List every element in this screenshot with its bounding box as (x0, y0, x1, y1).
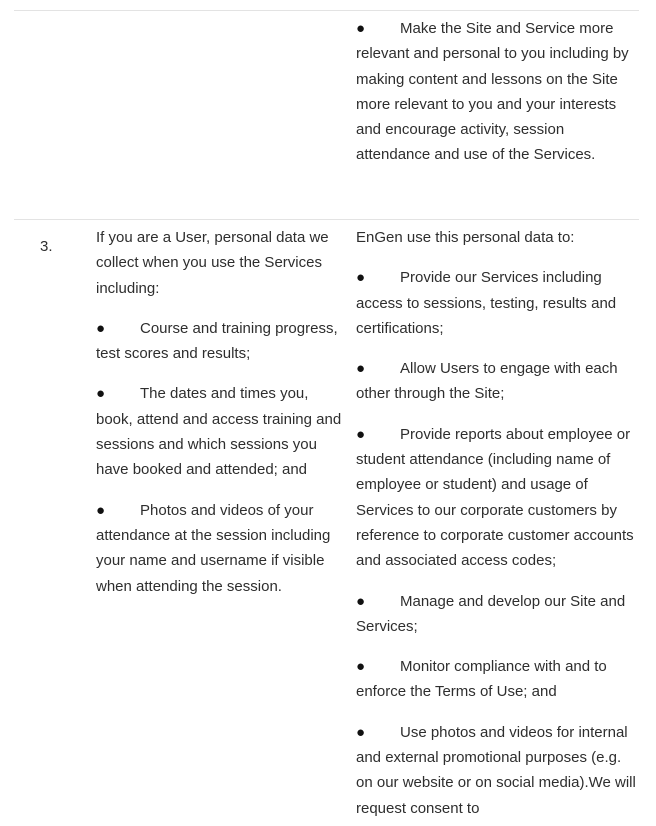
list-item (96, 381, 342, 482)
top-row-purpose-cell (356, 16, 641, 183)
bullet-icon: ● (356, 723, 366, 741)
list-item (356, 720, 641, 821)
bullet-icon: ● (96, 319, 106, 337)
bullet-icon: ● (356, 658, 366, 676)
list-item-text: Use photos and videos for internal and external promotional purposes (e.g. on our website or on social media).We will request consent to (356, 723, 636, 817)
list-item (356, 422, 641, 574)
bullet-icon: ● (96, 501, 106, 519)
list-item (356, 654, 641, 705)
row-divider (14, 219, 639, 220)
list-item (356, 589, 641, 640)
list-item-text: The dates and times you, book, attend and access training and sessions and which sessions you have booked and attended; and (96, 385, 342, 479)
list-item-text: Photos and videos of your attendance at the session including your name and username if visible when attending the session. (96, 501, 331, 595)
bullet-icon: ● (96, 385, 106, 403)
list-item (356, 265, 641, 341)
bullet-icon: ● (356, 425, 366, 443)
list-item-text: Provide reports about employee or student attendance (including name of employee or student) and usage of Services to our corporate customers by reference to corporate customer accounts and associated access codes; (356, 425, 634, 570)
data-use-cell (356, 225, 641, 826)
list-item (96, 316, 342, 367)
top-divider (14, 10, 639, 11)
data-use-intro: EnGen use this personal data to: (356, 229, 575, 246)
bullet-icon: ● (356, 592, 366, 610)
list-item-text: Monitor compliance with and to enforce the Terms of Use; and (356, 658, 607, 701)
list-item-text: Allow Users to engage with each other through the Site; (356, 360, 618, 403)
row-number: 3. (40, 238, 53, 255)
list-item-text: Course and training progress, test scores and results; (96, 319, 338, 363)
bullet-icon: ● (356, 360, 366, 378)
list-item-text: Provide our Services including access to sessions, testing, results and certifications; (356, 269, 617, 337)
list-item (356, 16, 641, 168)
list-item-text: Manage and develop our Site and Services; (356, 592, 626, 635)
bullet-icon: ● (356, 20, 366, 37)
data-collected-cell (96, 225, 342, 614)
list-item (96, 498, 342, 599)
list-item-text: Make the Site and Service more relevant and personal to you including by making content and lessons on the Site more relevant to you and your interests and encourage activity, session attendance and use of the Services. (356, 20, 629, 164)
list-item (356, 356, 641, 407)
bullet-icon: ● (356, 269, 366, 287)
data-collected-intro: If you are a User, personal data we collect when you use the Services including: (96, 229, 329, 297)
